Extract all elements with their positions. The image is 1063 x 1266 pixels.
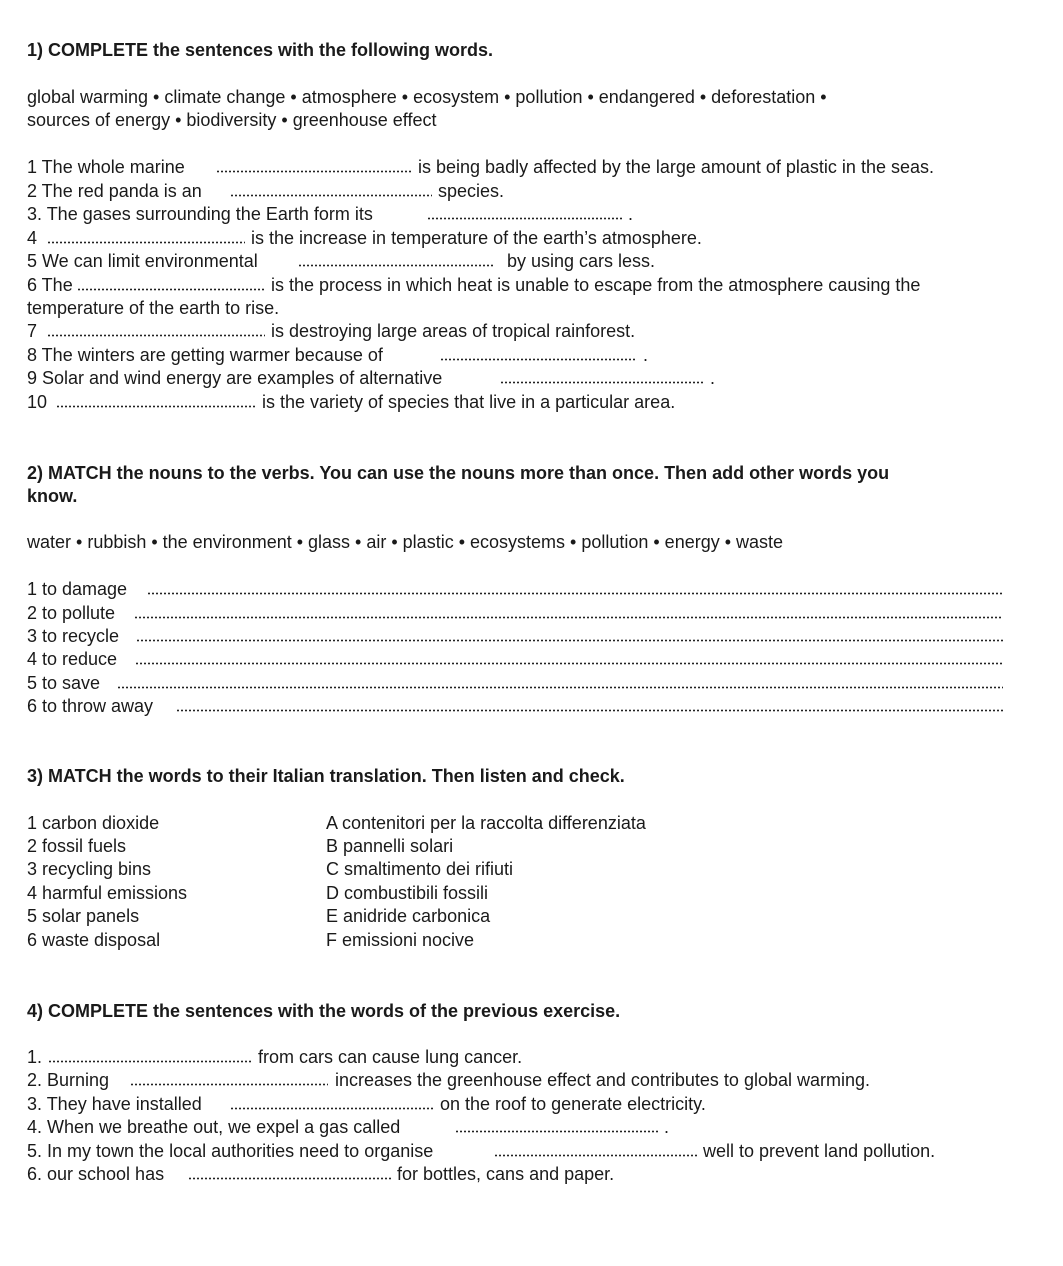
- sentence-6-continuation: temperature of the earth to rise.: [27, 298, 280, 318]
- english-term: 4 harmful emissions: [27, 883, 188, 903]
- verb-6-answer-line[interactable]: [176, 709, 1005, 712]
- sentence-9-start: 9 Solar and wind energy are examples of alternative: [27, 368, 443, 388]
- exercise-3-title: 3) MATCH the words to their Italian translation. Then listen and check.: [27, 766, 625, 786]
- sentence-8-start: 8 The winters are getting warmer because of: [27, 345, 383, 365]
- sentence-2-start: 2 The red panda is an: [27, 181, 202, 201]
- sentence-7-start: 7: [27, 321, 38, 341]
- verb-2-answer-line[interactable]: [134, 616, 1003, 619]
- italian-translation: C smaltimento dei rifiuti: [326, 859, 514, 879]
- sentence-8-end: .: [643, 345, 649, 365]
- answer-blank-2[interactable]: [230, 194, 432, 197]
- ex4-sentence-2-start: 2. Burning: [27, 1070, 110, 1090]
- english-term: 5 solar panels: [27, 906, 140, 926]
- sentence-4-start: 4: [27, 228, 38, 248]
- ex4-answer-blank-4[interactable]: [455, 1130, 659, 1133]
- answer-blank-6[interactable]: [77, 288, 265, 291]
- verb-5: 5 to save: [27, 673, 101, 693]
- ex4-sentence-5-start: 5. In my town the local authorities need to organise: [27, 1141, 434, 1161]
- sentence-4-end: is the increase in temperature of the earth’s atmosphere.: [251, 228, 702, 248]
- verb-4-answer-line[interactable]: [135, 662, 1003, 665]
- answer-blank-5[interactable]: [298, 264, 494, 267]
- italian-translation: E anidride carbonica: [326, 906, 491, 926]
- sentence-5-start: 5 We can limit environmental: [27, 251, 258, 271]
- ex4-answer-blank-3[interactable]: [230, 1107, 434, 1110]
- italian-translation: F emissioni nocive: [326, 930, 475, 950]
- sentence-6-end: is the process in which heat is unable to escape from the atmosphere causing the: [271, 275, 921, 295]
- sentence-9-end: .: [710, 368, 716, 388]
- ex4-sentence-3-start: 3. They have installed: [27, 1094, 202, 1114]
- italian-translation: B pannelli solari: [326, 836, 454, 856]
- answer-blank-1[interactable]: [216, 170, 412, 173]
- word-bank-line-1: global warming • climate change • atmosphere • ecosystem • pollution • endangered • deforestation •: [27, 87, 827, 107]
- exercise-2-title-line-2: know.: [27, 486, 78, 506]
- ex4-sentence-1-start: 1.: [27, 1047, 43, 1067]
- sentence-1-end: is being badly affected by the large amount of plastic in the seas.: [418, 157, 934, 177]
- ex4-sentence-5-end: well to prevent land pollution.: [703, 1141, 936, 1161]
- italian-translation: A contenitori per la raccolta differenziata: [326, 813, 646, 833]
- english-term: 2 fossil fuels: [27, 836, 127, 856]
- verb-1: 1 to damage: [27, 579, 128, 599]
- verb-2: 2 to pollute: [27, 603, 116, 623]
- sentence-6-start: 6 The: [27, 275, 73, 295]
- ex4-sentence-4-start: 4. When we breathe out, we expel a gas called: [27, 1117, 401, 1137]
- verb-3: 3 to recycle: [27, 626, 120, 646]
- answer-blank-8[interactable]: [440, 358, 636, 361]
- verb-5-answer-line[interactable]: [117, 686, 1003, 689]
- answer-blank-10[interactable]: [56, 405, 256, 408]
- verb-1-answer-line[interactable]: [147, 592, 1003, 595]
- exercise-4-title: 4) COMPLETE the sentences with the words of the previous exercise.: [27, 1001, 621, 1021]
- answer-blank-3[interactable]: [427, 217, 623, 220]
- ex4-sentence-3-end: on the roof to generate electricity.: [440, 1094, 706, 1114]
- sentence-10-end: is the variety of species that live in a particular area.: [262, 392, 676, 412]
- ex4-sentence-4-end: .: [664, 1117, 670, 1137]
- sentence-5-end: by using cars less.: [507, 251, 656, 271]
- verb-4: 4 to reduce: [27, 649, 118, 669]
- english-term: 1 carbon dioxide: [27, 813, 160, 833]
- sentence-3-end: .: [628, 204, 634, 224]
- sentence-7-end: is destroying large areas of tropical rainforest.: [271, 321, 636, 341]
- sentence-2-end: species.: [438, 181, 505, 201]
- verb-3-answer-line[interactable]: [136, 639, 1003, 642]
- answer-blank-9[interactable]: [500, 381, 704, 384]
- english-term: 6 waste disposal: [27, 930, 161, 950]
- english-term: 3 recycling bins: [27, 859, 152, 879]
- noun-bank: water • rubbish • the environment • glass • air • plastic • ecosystems • pollution • energy • waste: [27, 532, 784, 552]
- ex4-sentence-1-end: from cars can cause lung cancer.: [258, 1047, 523, 1067]
- ex4-answer-blank-5[interactable]: [494, 1154, 697, 1157]
- word-bank-line-2: sources of energy • biodiversity • greenhouse effect: [27, 110, 437, 130]
- ex4-answer-blank-1[interactable]: [48, 1060, 252, 1063]
- ex4-answer-blank-2[interactable]: [130, 1083, 328, 1086]
- answer-blank-7[interactable]: [47, 334, 265, 337]
- sentence-1-start: 1 The whole marine: [27, 157, 185, 177]
- sentence-10-start: 10: [27, 392, 48, 412]
- italian-translation: D combustibili fossili: [326, 883, 489, 903]
- ex4-sentence-6-start: 6. our school has: [27, 1164, 165, 1184]
- answer-blank-4[interactable]: [47, 241, 245, 244]
- ex4-sentence-6-end: for bottles, cans and paper.: [397, 1164, 615, 1184]
- sentence-3-start: 3. The gases surrounding the Earth form its: [27, 204, 373, 224]
- ex4-sentence-2-end: increases the greenhouse effect and contributes to global warming.: [335, 1070, 870, 1090]
- exercise-1-title: 1) COMPLETE the sentences with the following words.: [27, 40, 494, 60]
- ex4-answer-blank-6[interactable]: [188, 1177, 392, 1180]
- verb-6: 6 to throw away: [27, 696, 154, 716]
- exercise-2-title-line-1: 2) MATCH the nouns to the verbs. You can use the nouns more than once. Then add other words you: [27, 463, 890, 483]
